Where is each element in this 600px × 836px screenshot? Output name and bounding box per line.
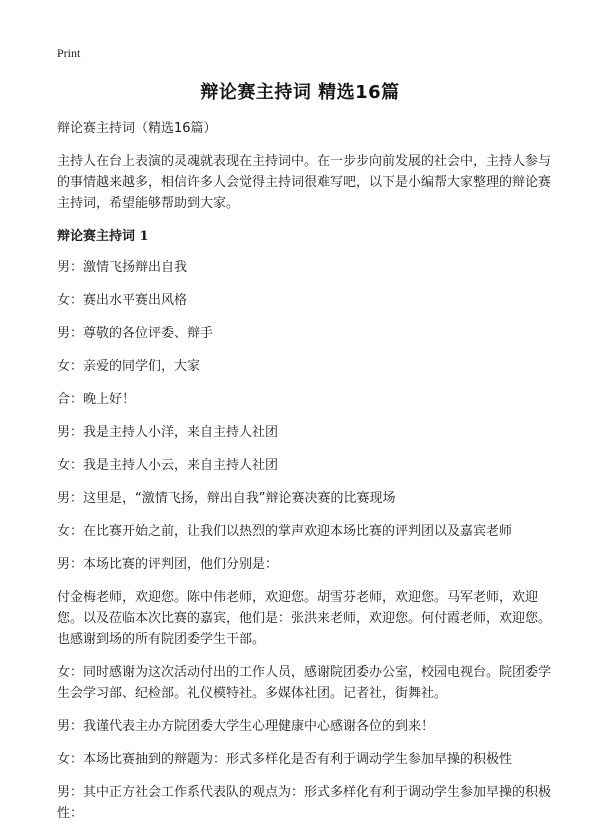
dialogue-line: 男：尊敬的各位评委、辩手: [57, 326, 214, 341]
dialogue-line: 女：在比赛开始之前，让我们以热烈的掌声欢迎本场比赛的评判团以及嘉宾老师: [57, 524, 513, 539]
dialogue-line: 男：我是主持人小洋，来自主持人社团: [57, 425, 279, 440]
article-body: [57, 118, 557, 836]
dialogue-line: 女：本场比赛抽到的辩题为：形式多样化是否有利于调动学生参加早操的积极性: [57, 752, 513, 767]
dialogue-line: 合：晚上好！: [57, 392, 136, 407]
dialogue-line: 男：本场比赛的评判团，他们分别是：: [57, 557, 279, 572]
dialogue-line: 付金梅老师，欢迎您。陈中伟老师，欢迎您。胡雪芬老师，欢迎您。马军老师，欢迎您。以及莅临本次比赛的嘉宾，他们是：张洪来老师，欢迎您。何付霞老师，欢迎您。也感谢到场的所有院团委学生干部。: [57, 590, 552, 647]
dialogue-line: 男：我谨代表主办方院团委大学生心理健康中心感谢各位的到来！: [57, 719, 435, 734]
dialogue-line: 男：这里是，“激情飞扬，辩出自我”辩论赛决赛的比赛现场: [57, 491, 396, 506]
dialogue-line: 女：同时感谢为这次活动付出的工作人员，感谢院团委办公室，校园电视台。院团委学生会学习部、纪检部。礼仪模特社。多媒体社团。记者社，街舞社。: [57, 665, 552, 701]
dialogue-line: 女：亲爱的同学们，大家: [57, 359, 201, 374]
dialogue-line: 男：其中正方社会工作系代表队的观点为：形式多样化有利于调动学生参加早操的积极性：: [57, 785, 552, 821]
intro-paragraph: 主持人在台上表演的灵魂就表现在主持词中。在一步步向前发展的社会中，主持人参与的事情越来越多，相信许多人会觉得主持词很难写吧，以下是小编帮大家整理的辩论赛主持词，希望能够帮助到大家。: [57, 154, 552, 211]
article-subtitle: 辩论赛主持词（精选16篇）: [57, 121, 217, 136]
page-title: 辩论赛主持词 精选16篇: [200, 82, 400, 103]
dialogue-line: 女：赛出水平赛出风格: [57, 293, 188, 308]
print-link[interactable]: Print: [57, 46, 81, 60]
dialogue-line: 男：激情飞扬辩出自我: [57, 260, 188, 275]
section-heading: 辩论赛主持词 1: [57, 229, 149, 244]
dialogue-line: 女：我是主持人小云，来自主持人社团: [57, 458, 279, 473]
